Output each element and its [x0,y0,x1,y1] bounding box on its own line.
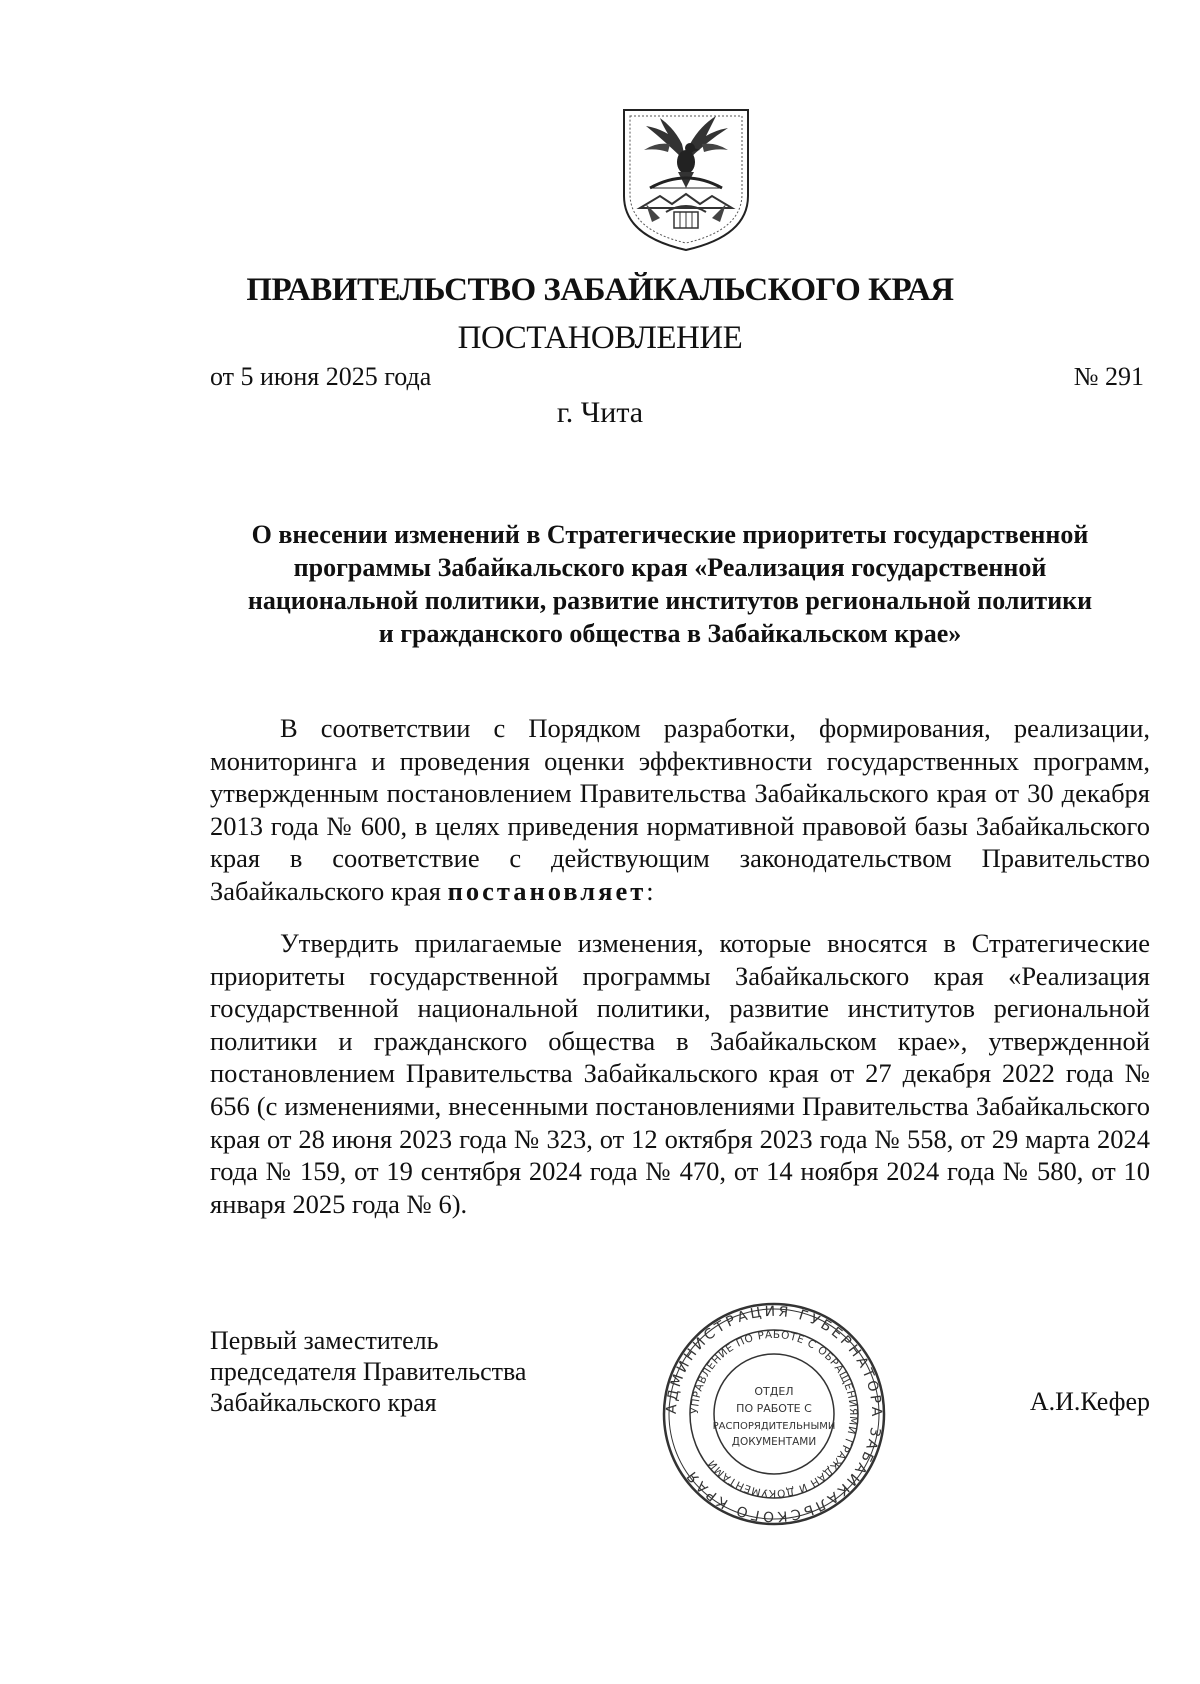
stamp-ring-text: УПРАВЛЕНИЕ ПО РАБОТЕ С ОБРАЩЕНИЯМИ ГРАЖДАН И ДОКУМЕНТАМИ [688,1328,860,1500]
signer-name: А.И.Кефер [1029,1387,1150,1416]
organization-title: ПРАВИТЕЛЬСТВО ЗАБАЙКАЛЬСКОГО КРАЯ [246,272,954,308]
stamp-center-line: РАСПОРЯДИТЕЛЬНЫМИ [712,1421,836,1432]
signer-title-line: Первый заместитель [210,1326,439,1355]
body-paragraph-2: Утвердить прилагаемые изменения, которые вносятся в Стратегические приоритеты государственной программы Забайкальского края «Реализация государственной национальной политики, развитие институтов региональной политики и гражданского общества в Забайкальском крае», утвержденной постановлением Правительства Забайкальского края от 27 декабря 2022 года № 656 (с изменениями, внесенными постановлениями Правительства Забайкальского края от 28 июня 2023 года № 323, от 12 октября 2023 года № 558, от 29 марта 2024 года № 159, от 19 сентября 2024 года № 470, от 14 ноября 2024 года № 580, от 10 января 2025 года № 6). [210,928,1150,1219]
signer-title-line: Забайкальского края [210,1388,437,1417]
body-paragraph-1 [210,712,1150,908]
paragraph-text: В соответствии с Порядком разработки, формирования, реализации, мониторинга и проведения оценки эффективности государственных программ, утвержденным постановлением Правительства Забайкальского края от 30 декабря 2013 года № 600, в целях приведения нормативной правовой базы Забайкальского края в соответствие с действующим законодательством Правительство Забайкальского края [210,713,1150,906]
coat-of-arms-icon [616,104,756,254]
subject-line: и гражданского общества в Забайкальском крае» [378,619,962,648]
subject-line: программы Забайкальского края «Реализация государственной [293,553,1047,582]
stamp-outer-text: АДМИНИСТРАЦИЯ ГУБЕРНАТОРА ЗАБАЙКАЛЬСКОГО КРАЯ [663,1303,885,1525]
stamp-center-line: ПО РАБОТЕ С [736,1402,812,1415]
subject-line: национальной политики, развитие институтов региональной политики [247,586,1093,615]
document-type: ПОСТАНОВЛЕНИЕ [457,320,743,356]
paragraph-end: : [646,875,654,906]
resolve-word: постановляет [447,875,647,906]
signer-title [210,1325,630,1418]
signer-title-line: председателя Правительства [210,1357,527,1386]
official-stamp [660,1300,888,1528]
document-number: № 291 [1073,362,1144,391]
document-subject [200,518,1140,650]
stamp-center-line: ДОКУМЕНТАМИ [731,1436,817,1448]
document-date: от 5 июня 2025 года [210,362,432,391]
document-city: г. Чита [556,396,644,429]
stamp-center-line: ОТДЕЛ [754,1385,794,1398]
subject-line: О внесении изменений в Стратегические приоритеты государственной [251,520,1089,549]
